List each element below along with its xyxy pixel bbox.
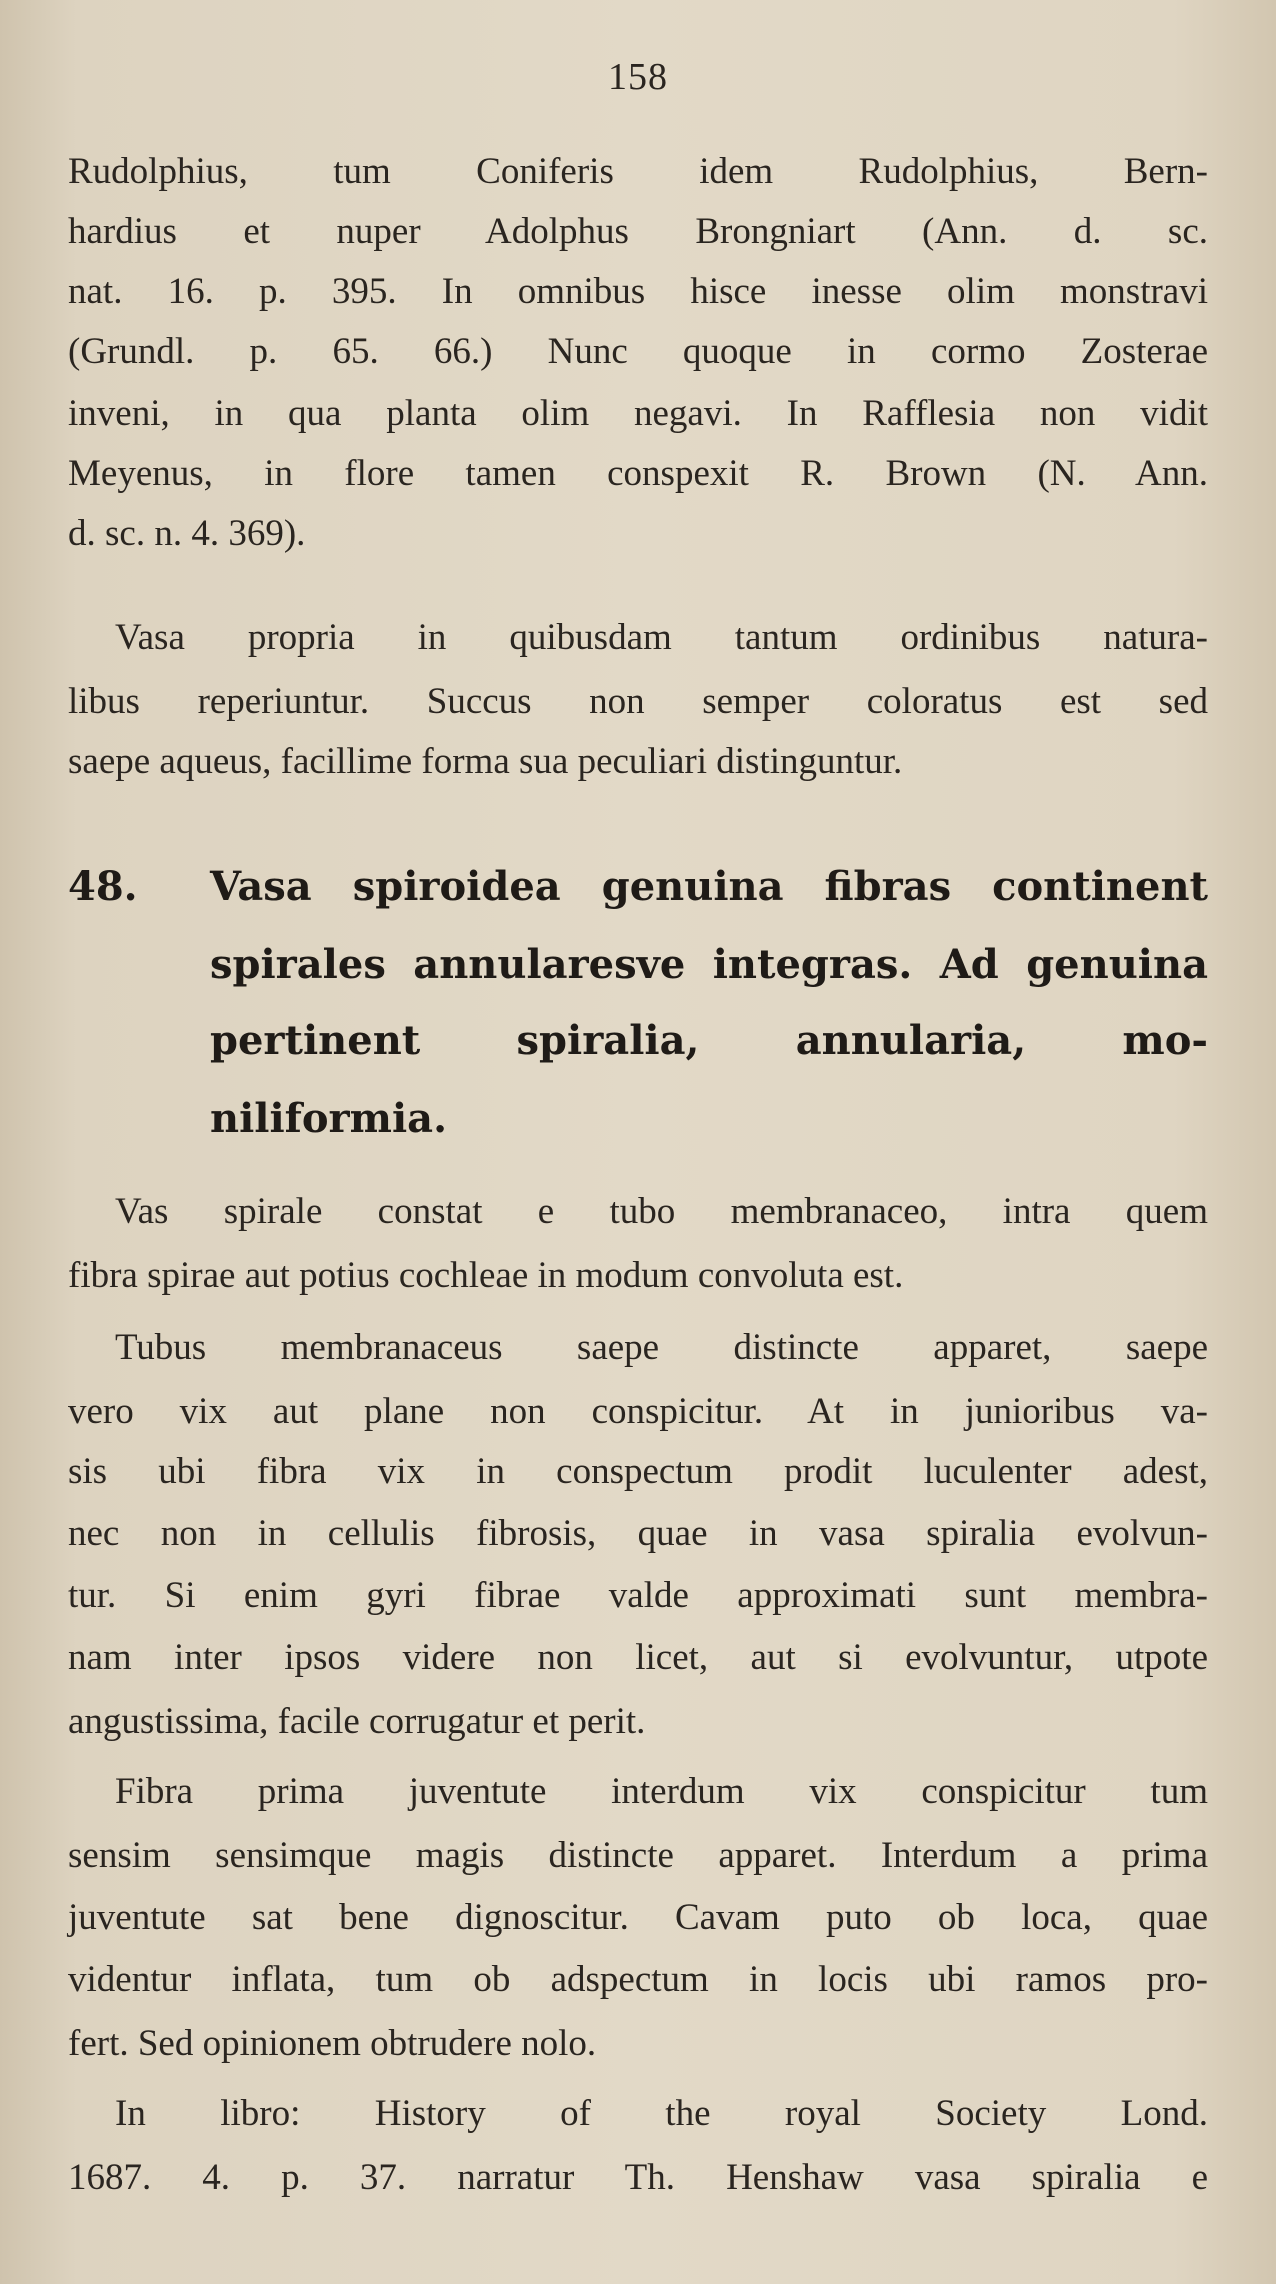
text-line: libus reperiuntur. Succus non semper coloratus est sed (68, 681, 1208, 722)
text-line: 1687. 4. p. 37. narratur Th. Henshaw vasa spiralia e (68, 2157, 1208, 2198)
text-line: nam inter ipsos videre non licet, aut si evolvuntur, utpote (68, 1637, 1208, 1678)
text-line: sensim sensimque magis distincte apparet. Interdum a prima (68, 1835, 1208, 1876)
text-line: (Grundl. p. 65. 66.) Nunc quoque in cormo Zosterae (68, 331, 1208, 372)
section-heading-line: Vasa spiroidea genuina fibras continent (210, 863, 1208, 910)
text-line: saepe aqueus, facillime forma sua peculiari distinguntur. (68, 741, 903, 782)
text-line: Vasa propria in quibusdam tantum ordinibus natura- (115, 617, 1208, 658)
section-number: 48. (68, 863, 138, 910)
text-line: Vas spirale constat e tubo membranaceo, intra quem (115, 1191, 1208, 1232)
text-line: Meyenus, in flore tamen conspexit R. Brown (N. Ann. (68, 453, 1208, 494)
text-line: tur. Si enim gyri fibrae valde approximati sunt membra- (68, 1575, 1208, 1616)
text-line: inveni, in qua planta olim negavi. In Rafflesia non vidit (68, 393, 1208, 434)
section-heading-line: spirales annularesve integras. Ad genuina (210, 941, 1208, 988)
text-line: Rudolphius, tum Coniferis idem Rudolphius, Bern- (68, 151, 1208, 192)
text-line: fert. Sed opinionem obtrudere nolo. (68, 2023, 597, 2064)
text-line: fibra spirae aut potius cochleae in modum convoluta est. (68, 1255, 904, 1296)
text-line: In libro: History of the royal Society Lond. (115, 2093, 1208, 2134)
text-line: juventute sat bene dignoscitur. Cavam puto ob loca, quae (68, 1897, 1208, 1938)
text-line: Fibra prima juventute interdum vix conspicitur tum (115, 1771, 1208, 1812)
text-line: sis ubi fibra vix in conspectum prodit luculenter adest, (68, 1451, 1208, 1492)
page-number: 158 (608, 56, 668, 98)
text-line: Tubus membranaceus saepe distincte apparet, saepe (115, 1327, 1208, 1368)
text-line: vero vix aut plane non conspicitur. At in junioribus va- (68, 1391, 1208, 1432)
text-line: angustissima, facile corrugatur et perit. (68, 1701, 646, 1742)
text-line: d. sc. n. 4. 369). (68, 513, 306, 554)
section-heading-line: niliformia. (210, 1095, 447, 1142)
text-line: videntur inflata, tum ob adspectum in locis ubi ramos pro- (68, 1959, 1208, 2000)
text-line: nat. 16. p. 395. In omnibus hisce inesse olim monstravi (68, 271, 1208, 312)
text-line: nec non in cellulis fibrosis, quae in vasa spiralia evolvun- (68, 1513, 1208, 1554)
text-line: hardius et nuper Adolphus Brongniart (Ann. d. sc. (68, 211, 1208, 252)
section-heading-line: pertinent spiralia, annularia, mo- (210, 1017, 1208, 1064)
